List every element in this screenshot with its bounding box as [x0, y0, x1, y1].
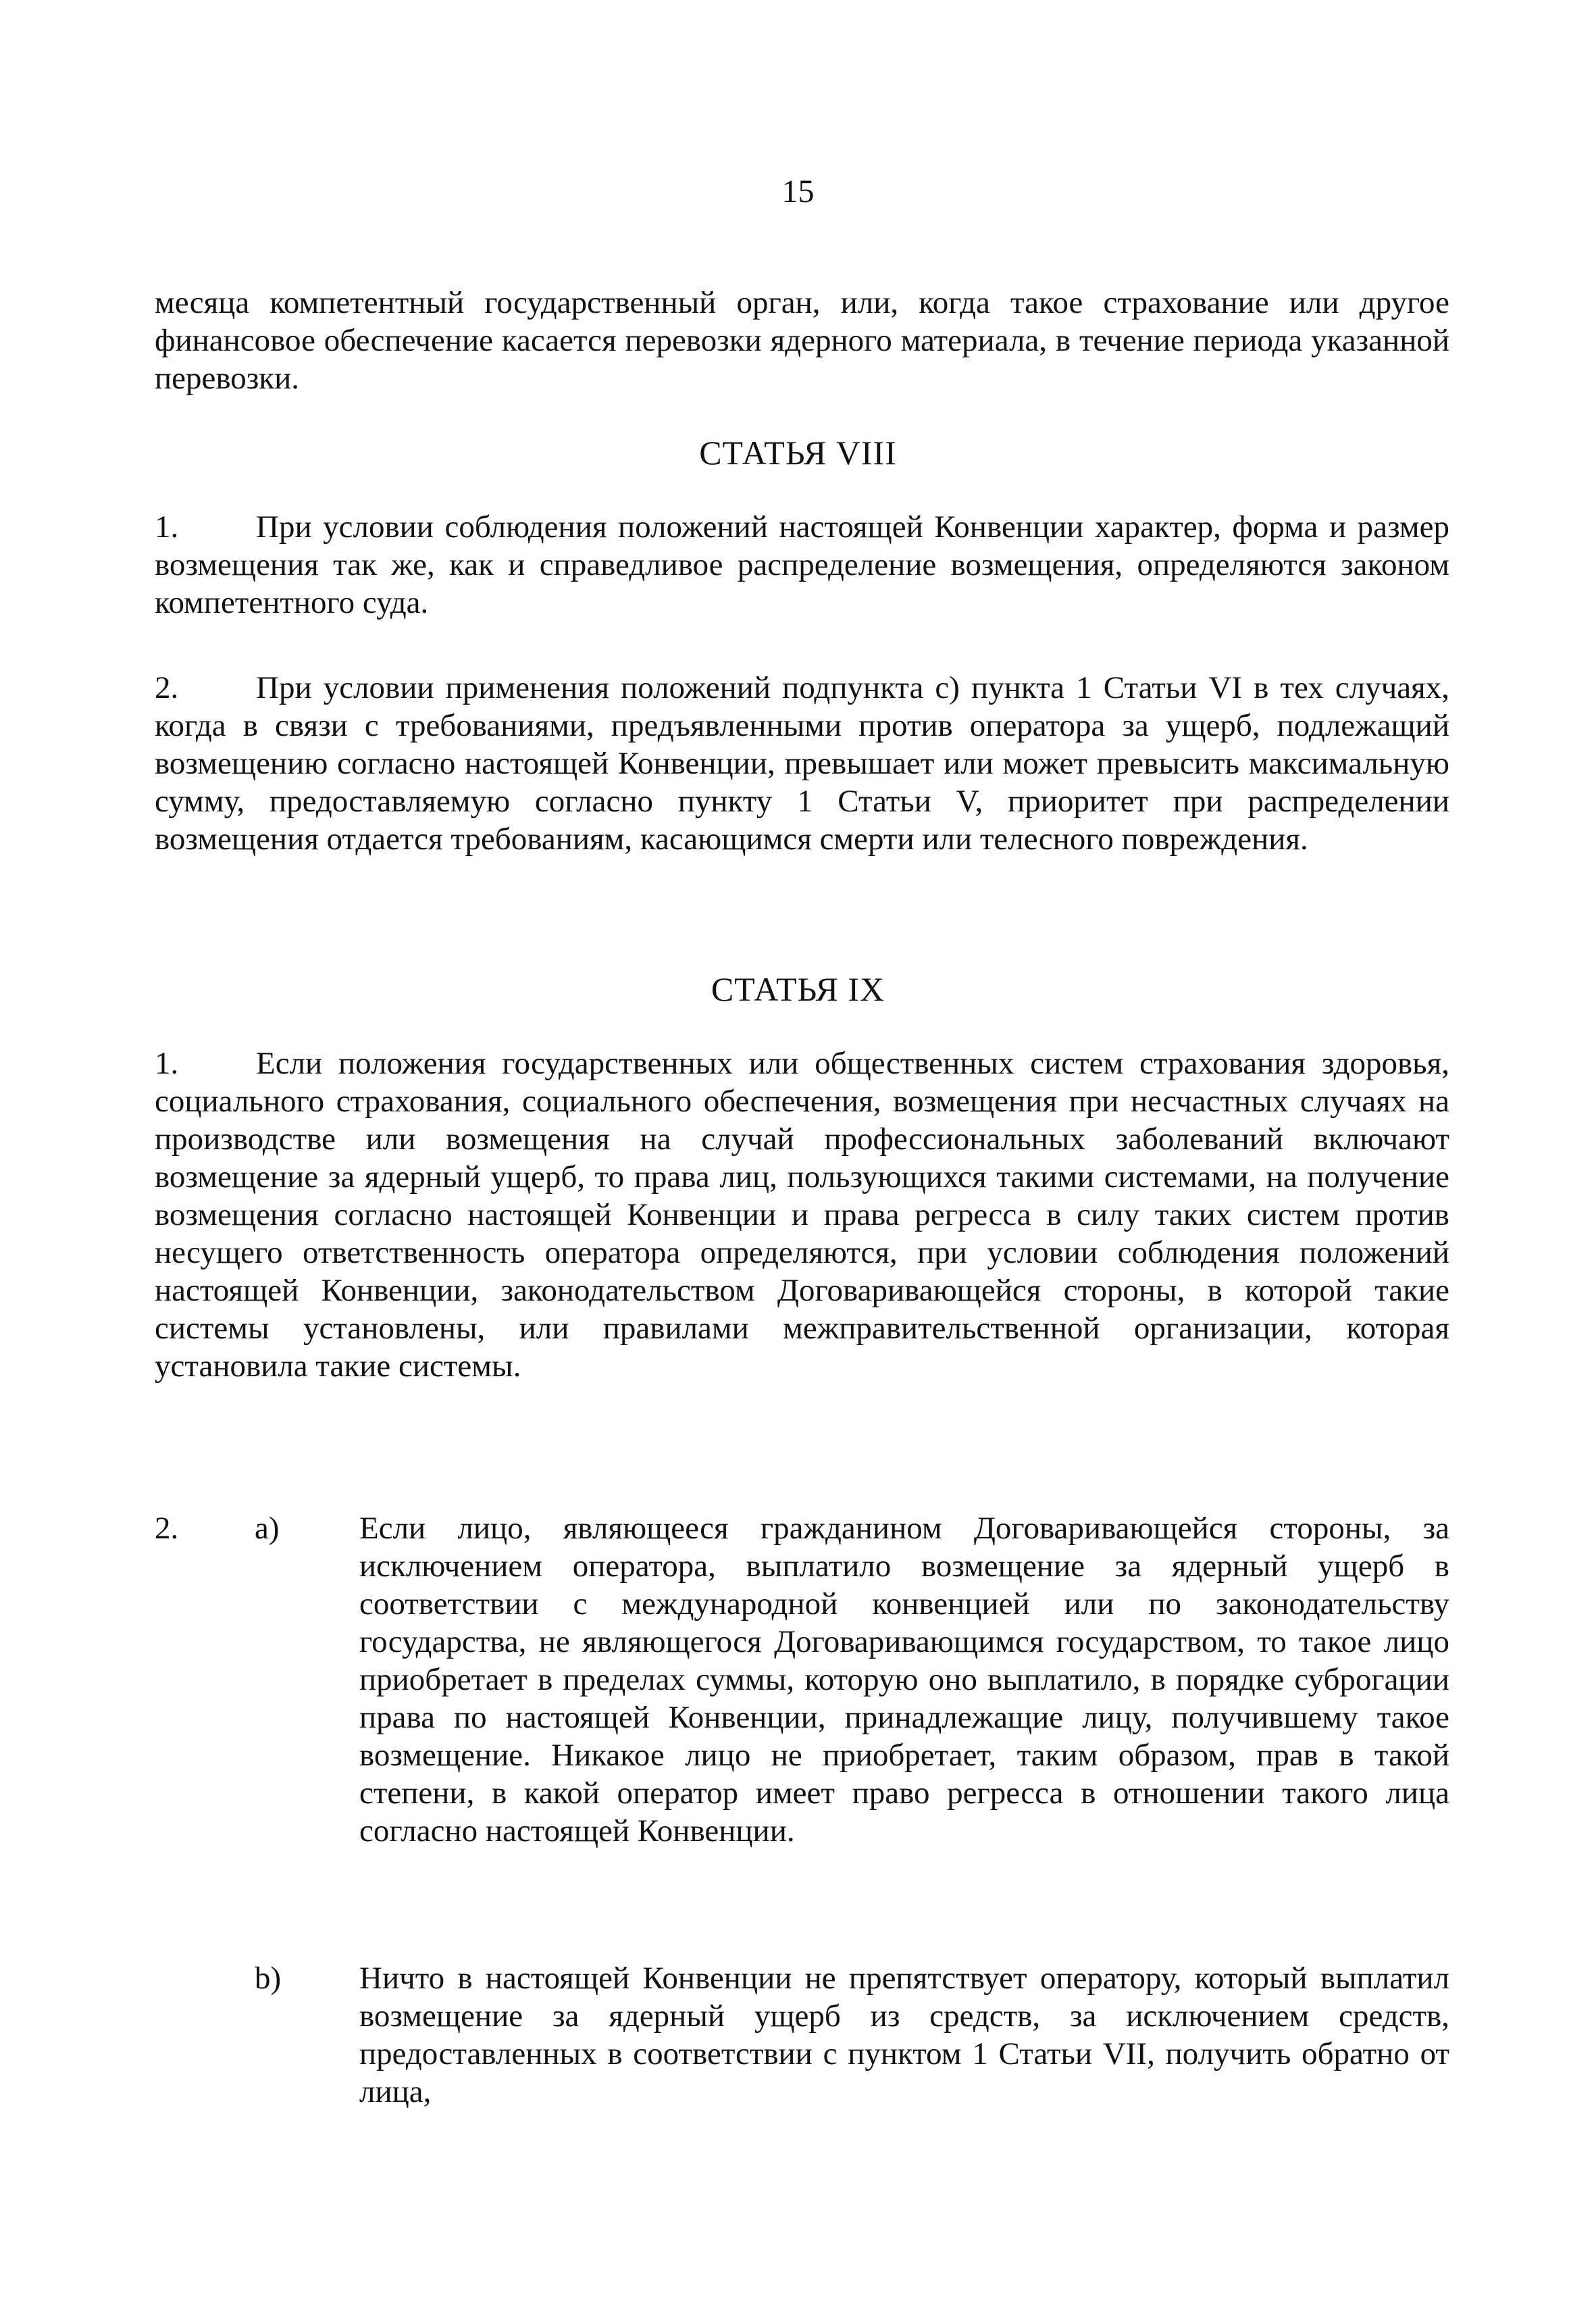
paragraph-number: 1.	[155, 1046, 179, 1081]
article-8-heading: СТАТЬЯ VIII	[699, 434, 897, 472]
subparagraph-text: Ничто в настоящей Конвенции не препятствует оператору, который выплатил возмещение за ядерный ущерб из средств, за исключением средств, предоставленных в соответствии с пунктом 1 Статьи VII, получить обратно от лица,	[359, 1961, 1449, 2109]
subparagraph-label: a)	[255, 1511, 280, 1546]
article-9-heading: СТАТЬЯ IX	[711, 970, 885, 1008]
paragraph-number: 2.	[155, 670, 179, 705]
paragraph-text: При условии применения положений подпункта с) пункта 1 Статьи VI в тех случаях, когда в связи с требованиями, предъявленными против оператора за ущерб, подлежащий возмещению согласно настоящей Конвенции, превышает или может превысить максимальную сумму, предоставляемую согласно пункту 1 Статьи V, приоритет при распределении возмещения отдается требованиям, касающимся смерти или телесного повреждения.	[155, 670, 1449, 857]
article-8-paragraph-1	[155, 508, 1449, 622]
intro-paragraph: месяца компетентный государственный орган, или, когда такое страхование или другое финансовое обеспечение касается перевозки ядерного материала, в течение периода указанной перевозки.	[155, 285, 1449, 396]
paragraph-number: 1.	[155, 509, 179, 545]
paragraph-text: Если положения государственных или общественных систем страхования здоровья, социального страхования, социального обеспечения, возмещения при несчастных случаях на производстве или возмещения на случай профессиональных заболеваний включают возмещение за ядерный ущерб, то права лиц, пользующихся такими системами, на получение возмещения согласно настоящей Конвенции и права регресса в силу таких систем против несущего ответственность оператора определяются, при условии соблюдения положений настоящей Конвенции, законодательством Договаривающейся стороны, в которой такие системы установлены, или правилами межправительственной организации, которая установила такие системы.	[155, 1046, 1449, 1384]
page-number: 15	[781, 174, 815, 209]
article-8-paragraph-2	[155, 669, 1449, 858]
article-9-paragraph-1	[155, 1045, 1449, 1385]
paragraph-text: При условии соблюдения положений настоящей Конвенции характер, форма и размер возмещения так же, как и справедливое распределение возмещения, определяются законом компетентного суда.	[155, 509, 1449, 620]
subparagraph-text: Если лицо, являющееся гражданином Договаривающейся стороны, за исключением оператора, выплатило возмещение за ядерный ущерб в соответствии с международной конвенцией или по законодательству государства, не являющегося Договаривающимся государством, то такое лицо приобретает в пределах суммы, которую оно выплатило, в порядке суброгации права по настоящей Конвенции, принадлежащие лицу, получившему такое возмещение. Никакое лицо не приобретает, таким образом, прав в такой степени, в какой оператор имеет право регресса в отношении такого лица согласно настоящей Конвенции.	[359, 1511, 1449, 1848]
subparagraph-label: b)	[255, 1961, 282, 1996]
paragraph-number: 2.	[155, 1511, 179, 1546]
